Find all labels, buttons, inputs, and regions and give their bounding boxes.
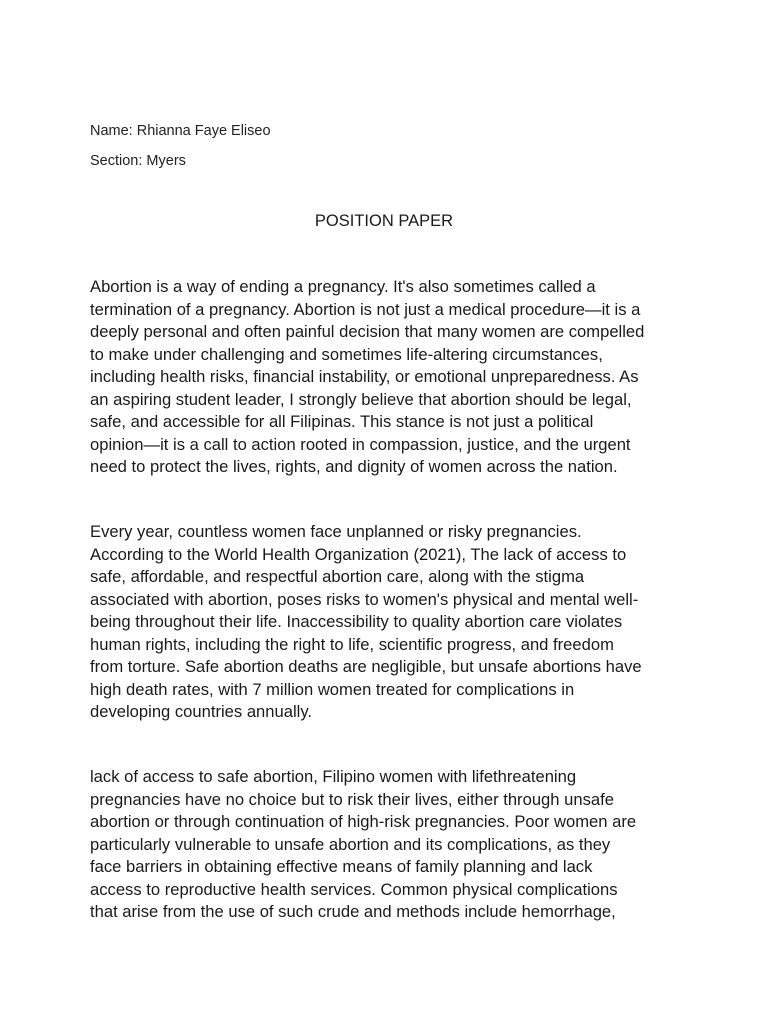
paragraph-1 (90, 276, 690, 479)
text-line: including health risks, financial instability, or emotional unpreparedness. As (90, 367, 639, 386)
text-line: that arise from the use of such crude and methods include hemorrhage, (90, 902, 616, 921)
text-line: from torture. Safe abortion deaths are negligible, but unsafe abortions have (90, 657, 642, 676)
paragraph-2 (90, 521, 690, 724)
text-line: human rights, including the right to life, scientific progress, and freedom (90, 634, 614, 654)
student-name: Name: Rhianna Faye Eliseo (90, 123, 271, 139)
text-line: being throughout their life. Inaccessibility to quality abortion care violates (90, 612, 623, 631)
text-line: termination of a pregnancy. Abortion is not just a medical procedure—it is a (90, 299, 641, 319)
text-line: safe, and accessible for all Filipinas. This stance is not just a political (90, 412, 594, 431)
text-line: According to the World Health Organization (2021), The lack of access to (90, 544, 627, 564)
text-line: pregnancies have no choice but to risk their lives, either through unsafe (90, 789, 614, 809)
text-line: need to protect the lives, rights, and dignity of women across the nation. (90, 457, 618, 476)
text-line: Every year, countless women face unplanned or risky pregnancies. (90, 522, 582, 541)
text-line: associated with abortion, poses risks to women's physical and mental well- (90, 589, 639, 609)
text-line: Abortion is a way of ending a pregnancy. It's also sometimes called a (90, 277, 596, 296)
paragraph-3 (90, 766, 690, 924)
text-line: high death rates, with 7 million women treated for complications in (90, 679, 575, 699)
text-line: to make under challenging and sometimes life-altering circumstances, (90, 344, 603, 364)
text-line: abortion or through continuation of high-risk pregnancies. Poor women are (90, 812, 637, 831)
text-line: access to reproductive health services. Common physical complications (90, 879, 618, 899)
text-line: an aspiring student leader, I strongly believe that abortion should be legal, (90, 389, 632, 409)
text-line: particularly vulnerable to unsafe abortion and its complications, as they (90, 834, 611, 854)
text-line: lack of access to safe abortion, Filipino women with lifethreatening (90, 767, 577, 786)
text-line: developing countries annually. (90, 702, 313, 721)
text-line: deeply personal and often painful decision that many women are compelled (90, 322, 645, 341)
text-line: face barriers in obtaining effective means of family planning and lack (90, 857, 593, 876)
section-label: Section: Myers (90, 153, 186, 169)
page-title: POSITION PAPER (314, 212, 454, 230)
text-line: safe, affordable, and respectful abortion care, along with the stigma (90, 567, 585, 586)
text-line: opinion—it is a call to action rooted in compassion, justice, and the urgent (90, 434, 631, 454)
